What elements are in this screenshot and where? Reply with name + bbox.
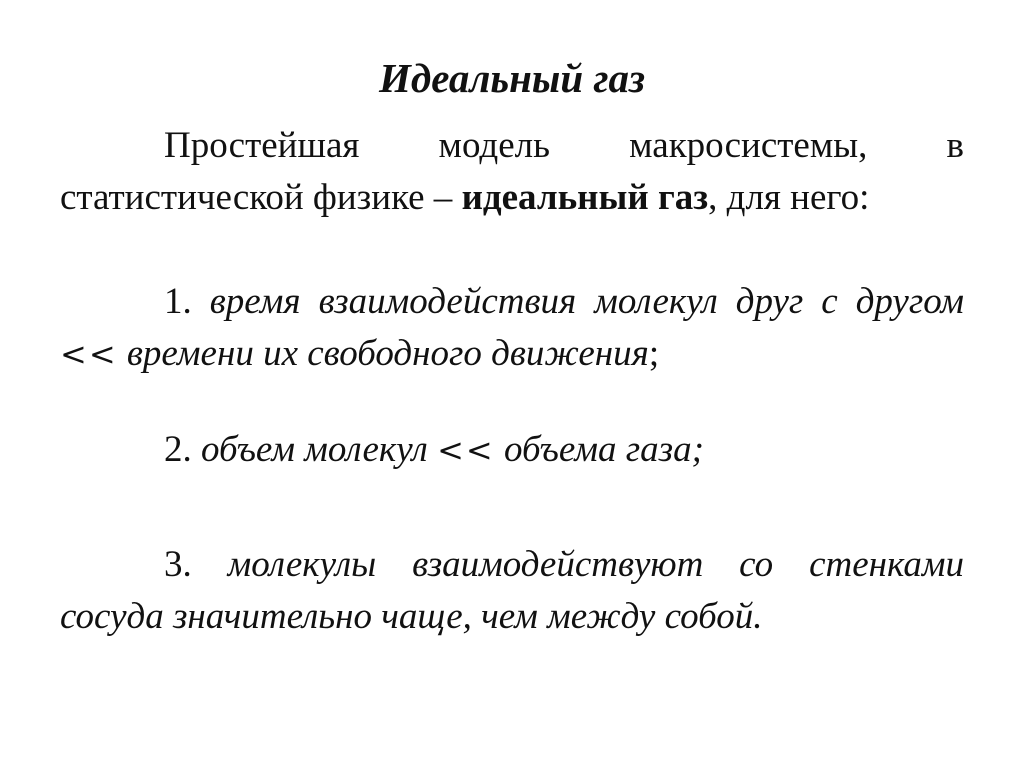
item-2-text-end: объема газа; [503, 429, 704, 470]
item-2-text-start: объем молекул [201, 429, 428, 470]
item-1-number: 1. [164, 281, 192, 322]
intro-text-start: Простейшая модель макросистемы, в статистической физике – [60, 125, 964, 218]
item-2-operator: << [437, 431, 495, 469]
list-item-1 [60, 276, 964, 380]
item-1-end-punct: ; [648, 333, 660, 374]
intro-paragraph [60, 120, 964, 224]
item-2-number: 2. [164, 429, 192, 470]
intro-text-end: , для него: [708, 177, 870, 218]
item-3-text: молекулы взаимодействуют со стенками сосуда значительно чаще, чем между собой. [60, 544, 964, 637]
list-item-3 [60, 539, 964, 643]
slide-title: Идеальный газ [378, 55, 646, 101]
intro-bold-term: идеальный газ [461, 177, 709, 218]
item-1-text-end: времени их свободного движения [126, 333, 649, 374]
item-1-text-start: время взаимодействия молекул друг с другом [209, 281, 964, 322]
list-item-2 [60, 424, 964, 476]
item-3-number: 3. [164, 544, 192, 585]
item-1-operator: << [60, 335, 118, 373]
